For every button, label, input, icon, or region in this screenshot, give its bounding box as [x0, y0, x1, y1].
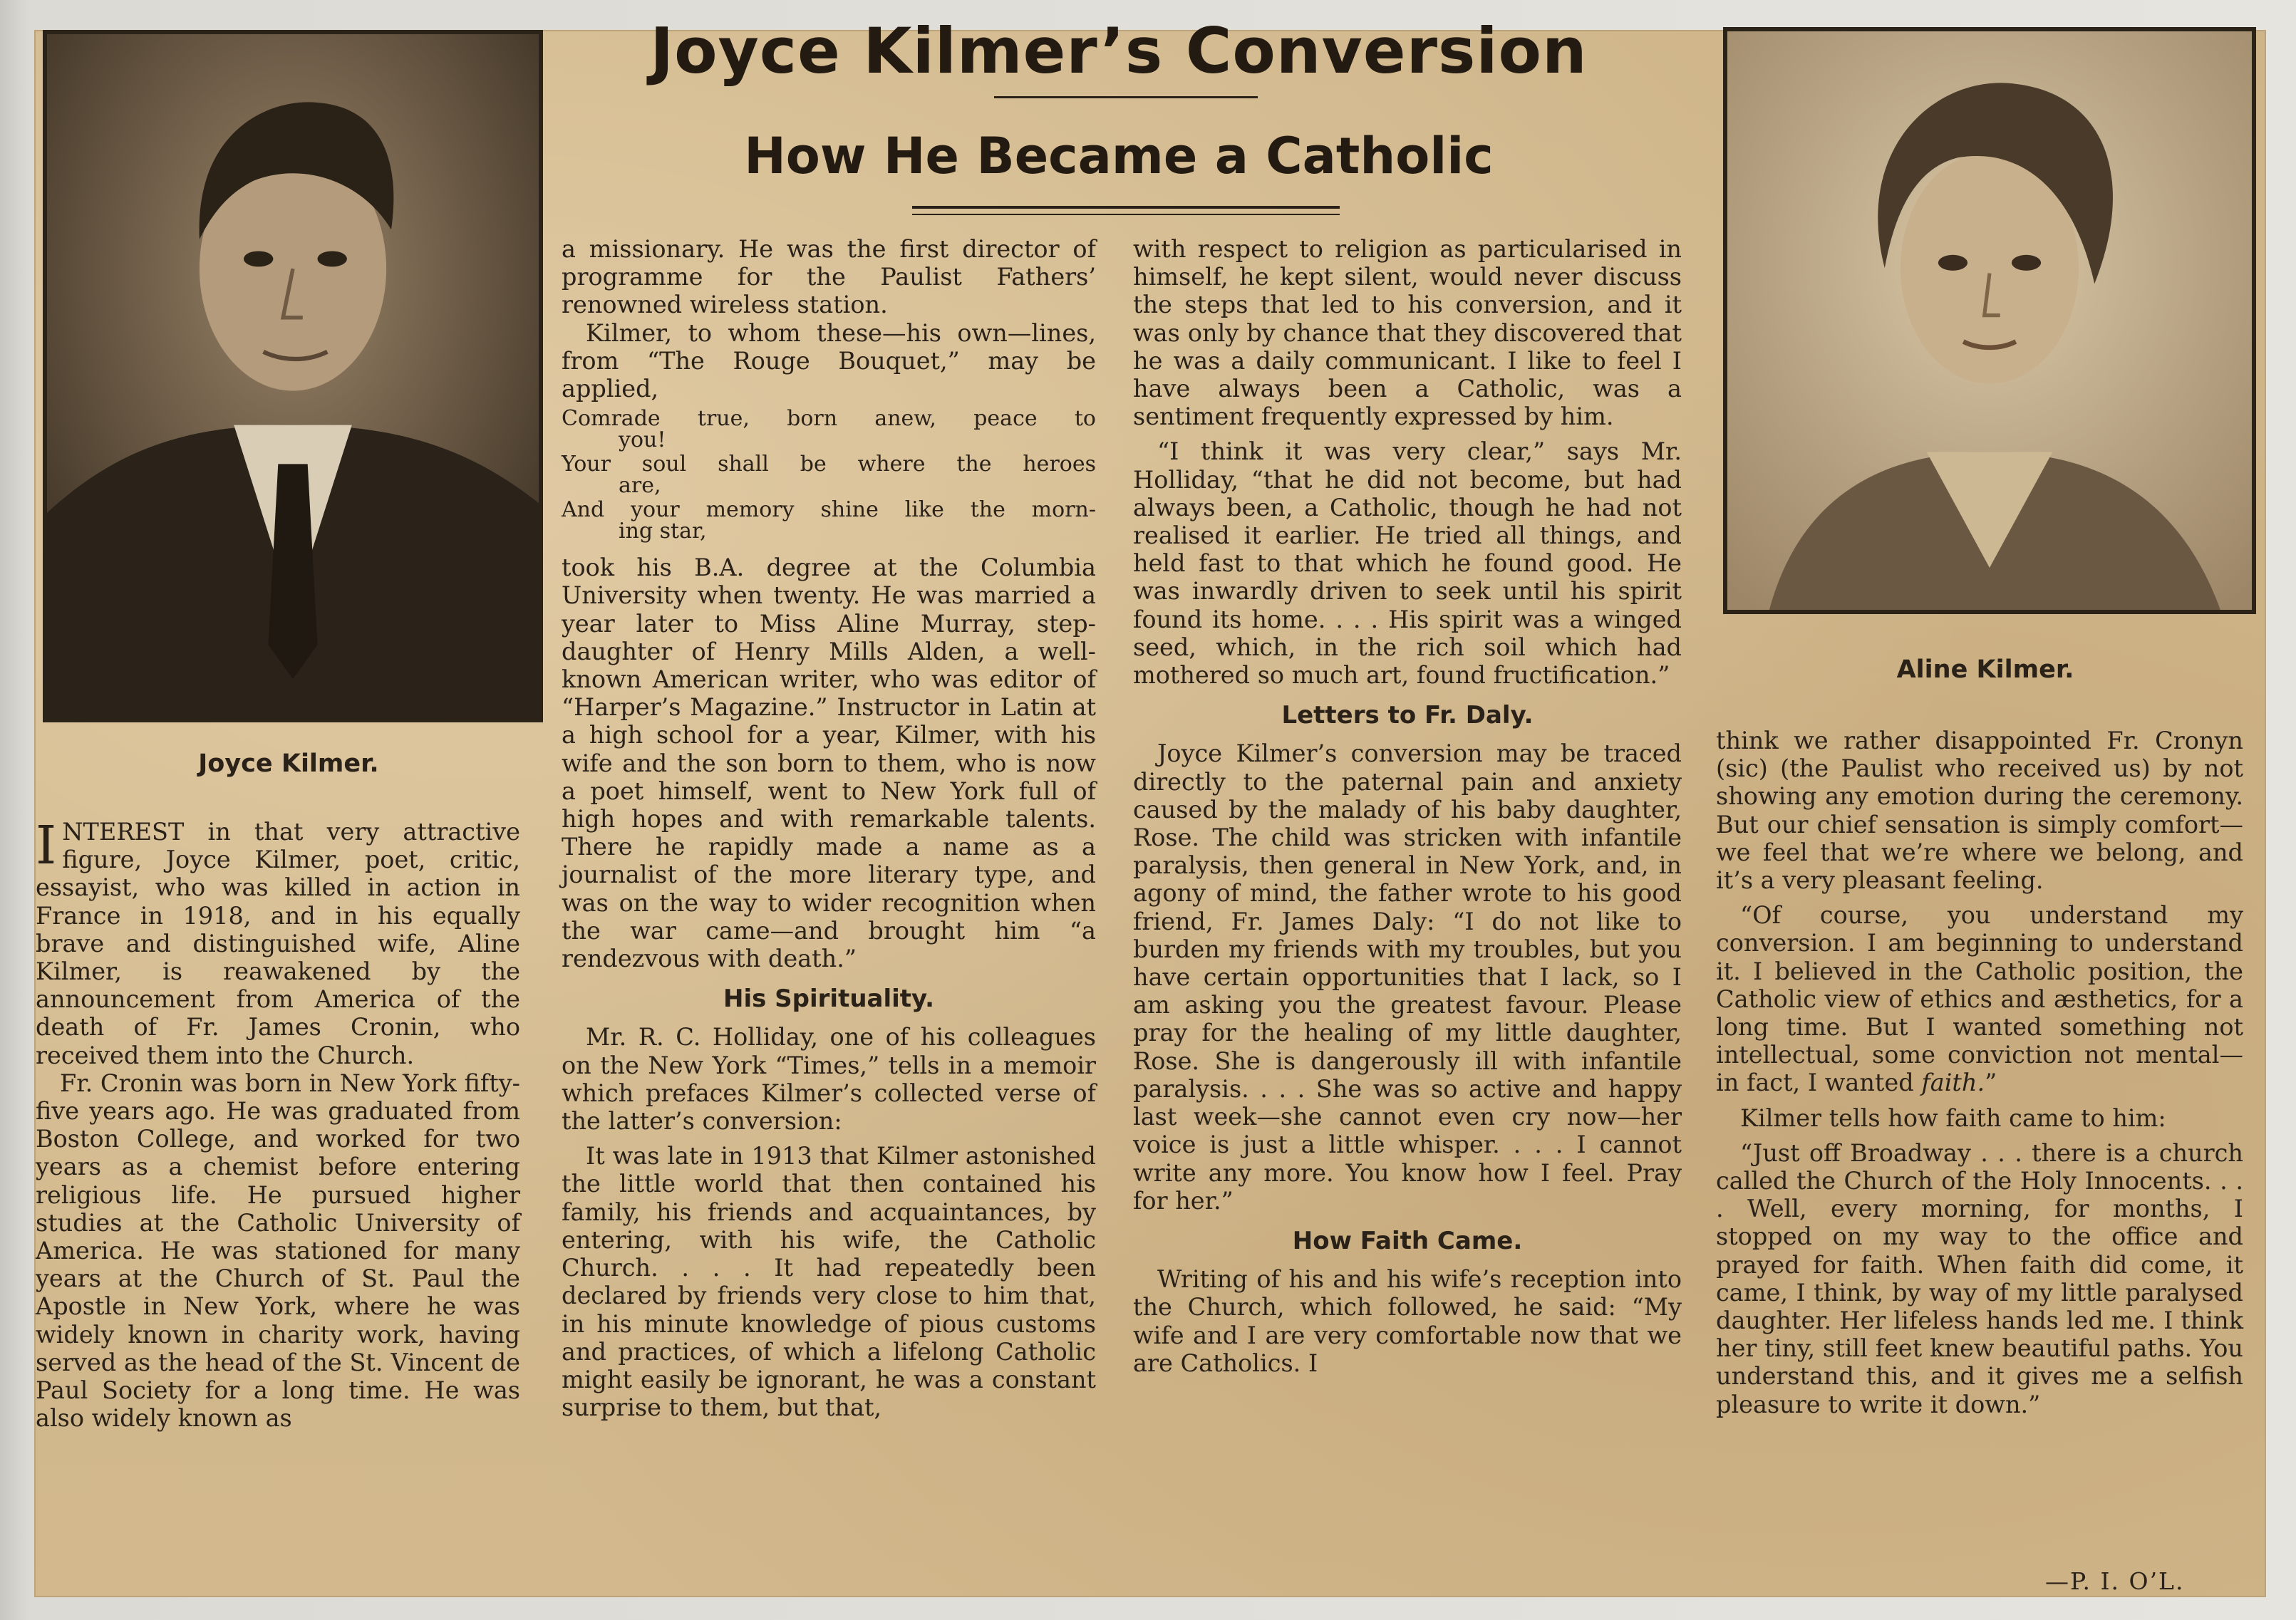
portrait-photo-joyce-kilmer — [43, 30, 543, 722]
article-column-2 — [562, 235, 1096, 1421]
article-column-3 — [1133, 235, 1682, 1377]
section-heading: Letters to Fr. Daly. — [1281, 701, 1534, 730]
right-photo-caption: Aline Kilmer. — [1896, 655, 2074, 684]
article-column-1 — [36, 815, 520, 1433]
article-paragraph: It was late in 1913 that Kilmer astonished the little world that then contained his family, his friends and acquaintances, by entering, with his wife, the Catholic Church. . . . It had repeatedly been declared by friends very close to him that, in his minute knowledge of pious customs and practices, of which a lifelong Catholic might easily be ignorant, he was a constant surprise to them, but that, — [562, 1142, 1096, 1422]
article-paragraph: a missionary. He was the first director of programme for the Paulist Fathers’ renowned wireless station. — [562, 235, 1096, 319]
article-paragraph: Kilmer tells how faith came to him: — [1740, 1104, 2166, 1132]
headline-rule-top — [994, 96, 1258, 98]
article-column-4 — [1716, 727, 2243, 1418]
italic-word: faith. — [1921, 1069, 1985, 1097]
article-paragraph: with respect to religion as particularised in himself, he kept silent, would never discuss the steps that led to his conversion, and it was only by chance that they discovered that he was a daily communicant. I like to feel I have always been a Catholic, was a sentiment frequently expressed by him. — [1133, 235, 1682, 431]
verse-line: Your soul shall be where the heroes are, — [562, 452, 1096, 499]
author-signature: —P. I. O’L. — [2045, 1567, 2185, 1595]
verse-line: Comrade true, born anew, peace to you! — [562, 406, 1096, 453]
headline-title: Joyce Kilmer’s Conversion — [650, 14, 1588, 88]
drop-cap: I — [36, 815, 57, 876]
article-text: NTEREST in that very attractive figure, Joyce Kilmer, poet, critic, essayist, who was killed in action in France in 1918, and in his equally brave and distinguished wife, Aline Kilmer, is reawakened by the announcement from America of the death of Fr. James Cronin, who received them into the Church. — [36, 818, 520, 1069]
section-heading: His Spirituality. — [723, 985, 934, 1014]
article-paragraph: Mr. R. C. Holliday, one of his colleagues on the New York “Times,” tells in a memoir which prefaces Kilmer’s collected verse of the latter’s conversion: — [562, 1023, 1096, 1136]
poem-verse — [562, 408, 1096, 542]
article-paragraph: Writing of his and his wife’s reception into the Church, which followed, he said: “My wife and I are very comfortable now that we are Catholics. I — [1133, 1265, 1682, 1377]
article-paragraph: think we rather disappointed Fr. Cronyn (sic) (the Paulist who received us) by not showing any emotion during the ceremony. But our chief sensation is simply comfort—we feel that we’re where we belong, and it’s a very pleasant feeling. — [1716, 727, 2243, 895]
headline-rule-double-2 — [912, 214, 1340, 215]
article-paragraph: “Of course, you understand my conversion. I am beginning to understand it. I believed in the Catholic position, the Catholic view of ethics and æsthetics, for a long time. But I wanted something not intellectual, some conviction not mental—in fact, I wanted faith.” — [1716, 901, 2243, 1097]
article-paragraph: Kilmer, to whom these—his own—lines, from “The Rouge Bouquet,” may be applied, — [562, 318, 1096, 403]
article-paragraph: took his B.A. degree at the Columbia University when twenty. He was married a year later to Miss Aline Murray, step-daughter of Henry Mills Alden, a well-known American writer, who was editor of “Harper’s Magazine.” Instructor in Latin at a high school for a year, Kilmer, with his wife and the son born to them, who is now a poet himself, went to New York full of high hopes and with remarkable talents. There he rapidly made a name as a journalist of the more literary type, and was on the way to wider recognition when the war came—and brought him “a rendezvous with death.” — [562, 554, 1096, 973]
section-heading: How Faith Came. — [1292, 1226, 1523, 1255]
article-paragraph: Fr. Cronin was born in New York fifty-five years ago. He was graduated from Boston College, and worked for two years as a chemist before entering religious life. He pursued higher studies at the Catholic University of America. He was stationed for many years at the Church of St. Paul the Apostle in New York, where he was widely known in charity work, having served as the head of the St. Vincent de Paul Society for a long time. He was also widely known as — [36, 1069, 520, 1433]
portrait-photo-aline-kilmer — [1723, 27, 2256, 614]
article-paragraph — [36, 815, 520, 1069]
article-paragraph: “Just off Broadway . . . there is a church called the Church of the Holy Innocents. . . . Well, every morning, for months, I stopped on my way to the office and prayed for faith. When faith did come, it came, I think, by way of my little paralysed daughter. Her lifeless hands led me. I think her tiny, still feet knew beautiful paths. You understand this, and it gives me a selfish pleasure to write it down.” — [1716, 1138, 2243, 1418]
article-paragraph: “I think it was very clear,” says Mr. Holliday, “that he did not become, but had always been, a Catholic, though he had not realised it earlier. He tried all things, and held fast to that which he found good. He was inwardly driven to seek until his spirit found its home. . . . His spirit was a winged seed, which, in the rich soil which had mothered so much art, found fructification.” — [1133, 437, 1682, 690]
verse-line: And your memory shine like the morn- ing star, — [562, 497, 1096, 544]
left-photo-caption: Joyce Kilmer. — [198, 749, 379, 778]
headline-rule-double-1 — [912, 206, 1340, 209]
article-paragraph: Joyce Kilmer’s conversion may be traced directly to the paternal pain and anxiety caused by the malady of his baby daughter, Rose. The child was stricken with infantile paralysis, then general in New York, and, in agony of mind, the father wrote to his good friend, Fr. James Daly: “I do not like to burden my friends with my troubles, but you have certain opportunities that I lack, so I am asking you the greatest favour. Please pray for the healing of my little daughter, Rose. She is dangerously ill with infantile paralysis. . . . She was so active and happy last week—she cannot even cry now—her voice is just a little whisper. . . . I cannot write any more. You know how I feel. Pray for her.” — [1133, 739, 1682, 1215]
headline-subtitle: How He Became a Catholic — [744, 127, 1494, 185]
